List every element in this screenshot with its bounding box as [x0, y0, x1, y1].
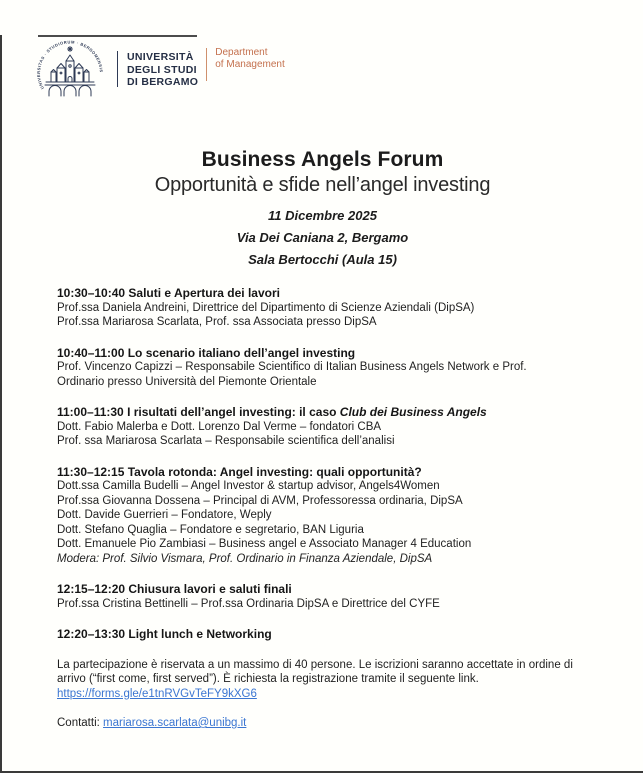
agenda-line: Prof. Vincenzo Capizzi – Responsabile Scientifico di Italian Business Angels Network e Prof.	[57, 361, 527, 373]
header-divider	[117, 51, 118, 87]
agenda-line: Dott.ssa Camilla Budelli – Angel Investor & startup advisor, Angels4Women	[57, 480, 440, 492]
agenda-line: Dott. Davide Guerrieri – Fondatore, Weply	[57, 509, 272, 521]
university-header	[33, 35, 643, 108]
department-name-line: Department	[215, 47, 268, 58]
department-divider	[206, 48, 207, 81]
agenda-moderator-line: Modera: Prof. Silvio Vismara, Prof. Ordinario in Finanza Aziendale, DipSA	[57, 552, 433, 565]
agenda-item-title: 12:20–13:30 Light lunch e Networking	[57, 627, 272, 641]
contacts-label: Contatti:	[57, 717, 104, 729]
agenda-item-title: 10:40–11:00 Lo scenario italiano dell’angel investing	[57, 345, 356, 360]
flyer-content	[57, 148, 588, 731]
page-edge-top-segment	[38, 35, 197, 37]
university-seal-icon	[33, 35, 107, 109]
contacts-line	[57, 716, 588, 731]
agenda-line: Dott. Emanuele Pio Zambiasi – Business angel e Associato Manager 4 Education	[57, 538, 472, 550]
agenda-line: Prof.ssa Giovanna Dossena – Principal di AVM, Professoressa ordinaria, DipSA	[57, 494, 463, 507]
event-meta	[57, 205, 588, 271]
agenda-line: Prof.ssa Mariarosa Scarlata, Prof. ssa Associata presso DipSA	[57, 316, 377, 328]
agenda-item	[57, 465, 588, 567]
agenda	[57, 286, 588, 642]
event-title-block	[57, 148, 588, 271]
flyer-footer	[57, 658, 588, 731]
agenda-item-title: 12:15–12:20 Chiusura lavori e saluti finali	[57, 582, 292, 596]
agenda-item	[57, 627, 588, 642]
agenda-line: Dott. Fabio Malerba e Dott. Lorenzo Dal Verme – fondatori CBA	[57, 420, 382, 433]
agenda-item-title: 11:00–11:30 I risultati dell’angel investing: il caso Club dei Business Angels	[57, 405, 487, 419]
registration-note: La partecipazione è riservata a un massimo di 40 persone. Le iscrizioni saranno accettate in ordine di arrivo (“first come, first served”). È richiesta la registrazione tramite il seguente link.	[57, 658, 573, 685]
department-name-line: of Management	[215, 58, 285, 70]
department-name	[215, 47, 285, 70]
event-room: Sala Bertocchi (Aula 15)	[248, 252, 397, 267]
agenda-line: Prof.ssa Cristina Bettinelli – Prof.ssa Ordinaria DipSA e Direttrice del CYFE	[57, 597, 440, 610]
agenda-item-title: 10:30–10:40 Saluti e Apertura dei lavori	[57, 286, 280, 300]
university-name	[127, 51, 198, 89]
agenda-item	[57, 346, 588, 390]
page-edge-left	[0, 35, 2, 773]
agenda-line: Dott. Stefano Quaglia – Fondatore e segretario, BAN Liguria	[57, 523, 364, 536]
agenda-line: Ordinario presso Università del Piemonte Orientale	[57, 375, 317, 388]
event-title: Business Angels Forum	[201, 148, 444, 171]
university-name-line: DEGLI STUDI	[127, 63, 197, 76]
university-name-line: UNIVERSITÀ	[127, 51, 194, 63]
agenda-line: Prof.ssa Daniela Andreini, Direttrice del Dipartimento di Scienze Aziendali (DipSA)	[57, 301, 475, 314]
contact-email-link[interactable]: mariarosa.scarlata@unibg.it	[103, 717, 247, 729]
agenda-item	[57, 582, 588, 611]
registration-link[interactable]: https://forms.gle/e1tnRVGvTeFY9kXG6	[57, 687, 257, 700]
event-subtitle: Opportunità e sfide nell’angel investing	[154, 174, 491, 196]
agenda-item	[57, 405, 588, 449]
event-address: Via Dei Caniana 2, Bergamo	[236, 230, 409, 245]
agenda-line: Prof. ssa Mariarosa Scarlata – Responsabile scientifica dell’analisi	[57, 435, 395, 447]
event-date: 11 Dicembre 2025	[268, 208, 377, 223]
seal-ring-text: UNIVERSITAS · STUDIORUM · BERGOMENSIS	[35, 39, 105, 91]
agenda-item-title: 11:30–12:15 Tavola rotonda: Angel investing: quali opportunità?	[57, 464, 422, 479]
agenda-item	[57, 286, 588, 330]
university-name-line: DI BERGAMO	[127, 76, 199, 88]
